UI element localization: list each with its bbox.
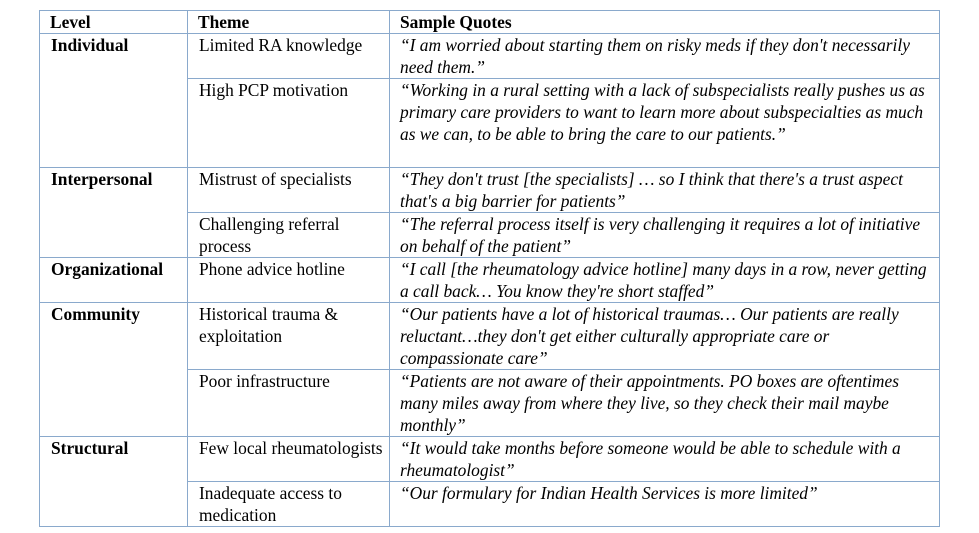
quote-cell: “Working in a rural setting with a lack of subspecialists really pushes us as primary care providers to want to learn more about subspecialties as much as we can, to be able to bring the care to our patients.” [390, 79, 940, 168]
level-cell-individual: Individual [40, 34, 188, 168]
quote-cell: “Our patients have a lot of historical traumas… Our patients are really reluctant…they don't get either culturally appropriate care or compassionate care” [390, 303, 940, 370]
table-row [40, 34, 940, 79]
quote-cell: “Patients are not aware of their appointments. PO boxes are oftentimes many miles away from where they live, so they check their mail maybe monthly” [390, 370, 940, 437]
quote-cell: “Our formulary for Indian Health Services is more limited” [390, 482, 940, 527]
header-quote: Sample Quotes [390, 11, 940, 34]
level-cell-interpersonal: Interpersonal [40, 168, 188, 258]
theme-cell: Inadequate access to medication [188, 482, 390, 527]
themes-quotes-table [39, 10, 940, 527]
level-cell-community: Community [40, 303, 188, 437]
theme-cell: Few local rheumatologists [188, 437, 390, 482]
theme-cell: Poor infrastructure [188, 370, 390, 437]
theme-cell: Mistrust of specialists [188, 168, 390, 213]
quote-cell: “They don't trust [the specialists] … so I think that there's a trust aspect that's a big barrier for patients” [390, 168, 940, 213]
table-row [40, 437, 940, 482]
theme-cell: High PCP motivation [188, 79, 390, 168]
quote-cell: “I call [the rheumatology advice hotline] many days in a row, never getting a call back… You know they're short staffed” [390, 258, 940, 303]
quote-cell: “It would take months before someone would be able to schedule with a rheumatologist” [390, 437, 940, 482]
table-row [40, 168, 940, 213]
header-level: Level [40, 11, 188, 34]
theme-cell: Challenging referral process [188, 213, 390, 258]
level-cell-structural: Structural [40, 437, 188, 527]
theme-cell: Limited RA knowledge [188, 34, 390, 79]
theme-cell: Phone advice hotline [188, 258, 390, 303]
table-row [40, 303, 940, 370]
level-cell-organizational: Organizational [40, 258, 188, 303]
table-row [40, 258, 940, 303]
quote-cell: “I am worried about starting them on risky meds if they don't necessarily need them.” [390, 34, 940, 79]
theme-cell: Historical trauma & exploitation [188, 303, 390, 370]
header-theme: Theme [188, 11, 390, 34]
header-row [40, 11, 940, 34]
quote-cell: “The referral process itself is very challenging it requires a lot of initiative on behalf of the patient” [390, 213, 940, 258]
